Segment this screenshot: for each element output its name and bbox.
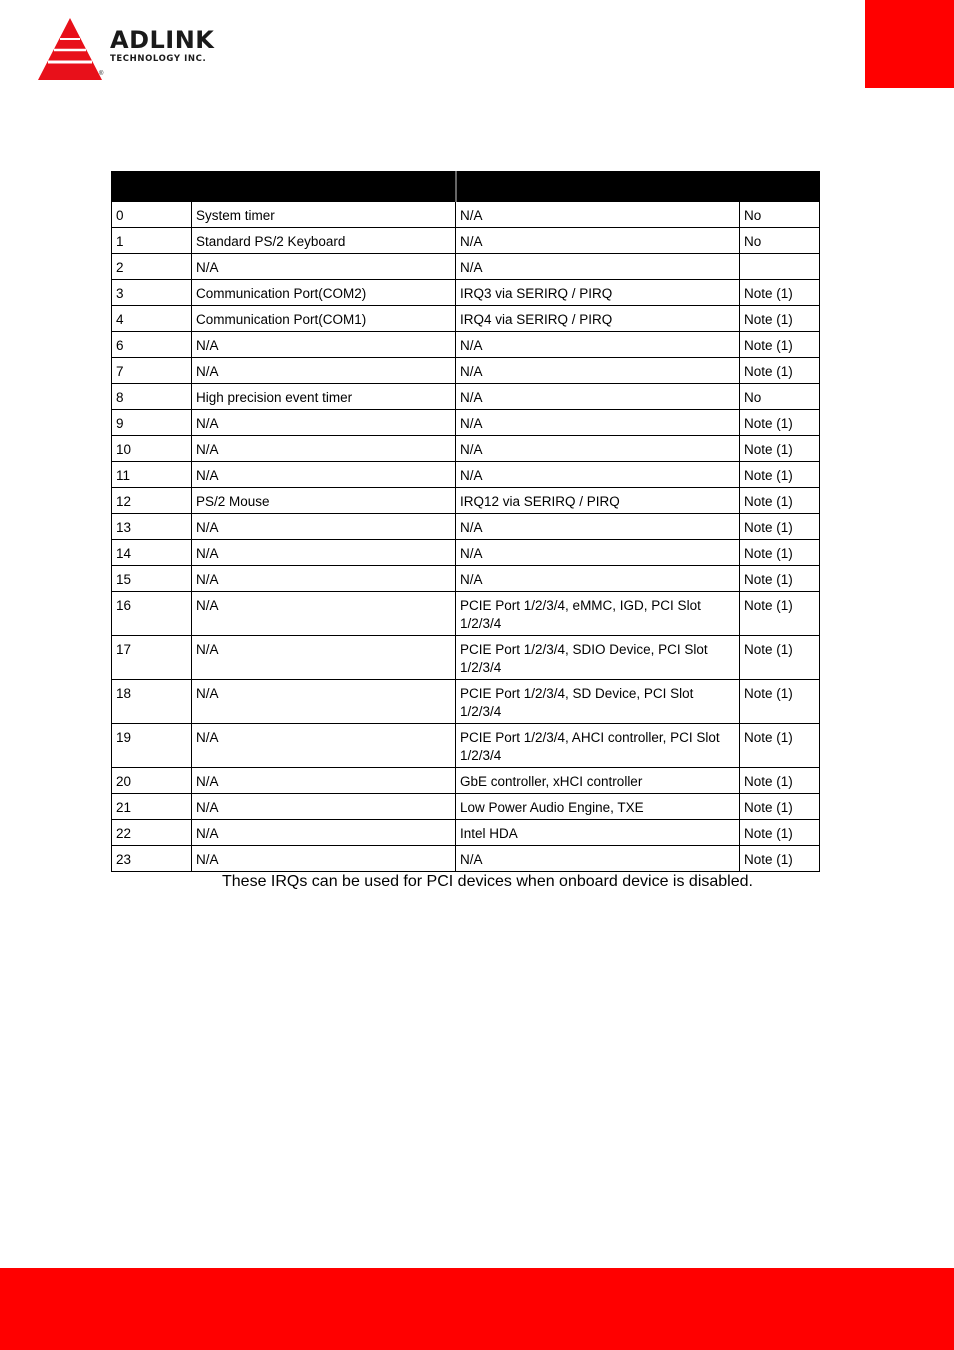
available-cell: Note (1) bbox=[740, 306, 820, 332]
devices-cell: N/A bbox=[456, 228, 740, 254]
devices-cell: N/A bbox=[456, 384, 740, 410]
header-cell-irq bbox=[112, 172, 192, 202]
irq-cell: 3 bbox=[112, 280, 192, 306]
irq-cell: 19 bbox=[112, 724, 192, 768]
irq-table bbox=[111, 171, 820, 872]
available-cell: Note (1) bbox=[740, 280, 820, 306]
table-row bbox=[112, 332, 820, 358]
assignment-cell: N/A bbox=[192, 768, 456, 794]
assignment-cell: N/A bbox=[192, 636, 456, 680]
assignment-cell: High precision event timer bbox=[192, 384, 456, 410]
irq-cell: 1 bbox=[112, 228, 192, 254]
assignment-cell: N/A bbox=[192, 566, 456, 592]
devices-cell: PCIE Port 1/2/3/4, SD Device, PCI Slot 1/2/3/4 bbox=[456, 680, 740, 724]
registered-mark: ® bbox=[99, 71, 104, 77]
table-row bbox=[112, 410, 820, 436]
irq-cell: 0 bbox=[112, 202, 192, 228]
irq-cell: 7 bbox=[112, 358, 192, 384]
devices-cell: IRQ12 via SERIRQ / PIRQ bbox=[456, 488, 740, 514]
adlink-triangle-icon bbox=[38, 16, 104, 82]
available-cell: Note (1) bbox=[740, 566, 820, 592]
available-cell: Note (1) bbox=[740, 514, 820, 540]
assignment-cell: Communication Port(COM2) bbox=[192, 280, 456, 306]
available-cell: Note (1) bbox=[740, 488, 820, 514]
irq-cell: 23 bbox=[112, 846, 192, 872]
table-row bbox=[112, 436, 820, 462]
table-row bbox=[112, 488, 820, 514]
assignment-cell: N/A bbox=[192, 462, 456, 488]
devices-cell: IRQ4 via SERIRQ / PIRQ bbox=[456, 306, 740, 332]
assignment-cell: N/A bbox=[192, 680, 456, 724]
irq-cell: 18 bbox=[112, 680, 192, 724]
assignment-cell: N/A bbox=[192, 820, 456, 846]
available-cell: No bbox=[740, 228, 820, 254]
available-cell: Note (1) bbox=[740, 724, 820, 768]
assignment-cell: N/A bbox=[192, 846, 456, 872]
table-row bbox=[112, 462, 820, 488]
irq-cell: 9 bbox=[112, 410, 192, 436]
footer-bar bbox=[0, 1268, 954, 1350]
table-row bbox=[112, 724, 820, 768]
assignment-cell: System timer bbox=[192, 202, 456, 228]
devices-cell: Intel HDA bbox=[456, 820, 740, 846]
irq-cell: 14 bbox=[112, 540, 192, 566]
assignment-cell: Standard PS/2 Keyboard bbox=[192, 228, 456, 254]
devices-cell: PCIE Port 1/2/3/4, eMMC, IGD, PCI Slot 1/2/3/4 bbox=[456, 592, 740, 636]
table-row bbox=[112, 280, 820, 306]
available-cell: Note (1) bbox=[740, 410, 820, 436]
devices-cell: N/A bbox=[456, 436, 740, 462]
table-row bbox=[112, 202, 820, 228]
irq-cell: 4 bbox=[112, 306, 192, 332]
irq-cell: 2 bbox=[112, 254, 192, 280]
table-row bbox=[112, 566, 820, 592]
assignment-cell: N/A bbox=[192, 410, 456, 436]
devices-cell: N/A bbox=[456, 254, 740, 280]
table-row bbox=[112, 228, 820, 254]
table-row bbox=[112, 254, 820, 280]
irq-cell: 15 bbox=[112, 566, 192, 592]
available-cell: Note (1) bbox=[740, 680, 820, 724]
table-row bbox=[112, 592, 820, 636]
table-row bbox=[112, 636, 820, 680]
available-cell: No bbox=[740, 202, 820, 228]
irq-cell: 22 bbox=[112, 820, 192, 846]
table-row bbox=[112, 384, 820, 410]
devices-cell: PCIE Port 1/2/3/4, AHCI controller, PCI Slot 1/2/3/4 bbox=[456, 724, 740, 768]
available-cell: Note (1) bbox=[740, 846, 820, 872]
devices-cell: GbE controller, xHCI controller bbox=[456, 768, 740, 794]
table-row bbox=[112, 358, 820, 384]
table-note: These IRQs can be used for PCI devices when onboard device is disabled. bbox=[222, 873, 753, 890]
devices-cell: N/A bbox=[456, 462, 740, 488]
header-cell-devices bbox=[456, 172, 740, 202]
irq-cell: 10 bbox=[112, 436, 192, 462]
devices-cell: IRQ3 via SERIRQ / PIRQ bbox=[456, 280, 740, 306]
assignment-cell: N/A bbox=[192, 254, 456, 280]
devices-cell: N/A bbox=[456, 846, 740, 872]
table-row bbox=[112, 540, 820, 566]
table-body bbox=[112, 202, 820, 872]
irq-cell: 21 bbox=[112, 794, 192, 820]
devices-cell: N/A bbox=[456, 202, 740, 228]
available-cell: Note (1) bbox=[740, 462, 820, 488]
available-cell: No bbox=[740, 384, 820, 410]
assignment-cell: N/A bbox=[192, 592, 456, 636]
table-row bbox=[112, 794, 820, 820]
corner-tab bbox=[865, 0, 954, 88]
brand-name: ADLINK bbox=[110, 26, 215, 54]
irq-cell: 17 bbox=[112, 636, 192, 680]
devices-cell: N/A bbox=[456, 410, 740, 436]
header-cell-available bbox=[740, 172, 820, 202]
available-cell: Note (1) bbox=[740, 436, 820, 462]
assignment-cell: N/A bbox=[192, 514, 456, 540]
table-row bbox=[112, 768, 820, 794]
adlink-logo bbox=[38, 16, 253, 86]
available-cell: Note (1) bbox=[740, 332, 820, 358]
table-row bbox=[112, 820, 820, 846]
irq-cell: 6 bbox=[112, 332, 192, 358]
available-cell bbox=[740, 254, 820, 280]
irq-cell: 13 bbox=[112, 514, 192, 540]
devices-cell: N/A bbox=[456, 566, 740, 592]
brand-tagline: TECHNOLOGY INC. bbox=[110, 54, 207, 64]
table-row bbox=[112, 680, 820, 724]
assignment-cell: Communication Port(COM1) bbox=[192, 306, 456, 332]
assignment-cell: N/A bbox=[192, 332, 456, 358]
devices-cell: N/A bbox=[456, 514, 740, 540]
assignment-cell: N/A bbox=[192, 540, 456, 566]
available-cell: Note (1) bbox=[740, 794, 820, 820]
irq-cell: 20 bbox=[112, 768, 192, 794]
table-header bbox=[112, 172, 820, 202]
table-row bbox=[112, 514, 820, 540]
assignment-cell: N/A bbox=[192, 358, 456, 384]
irq-cell: 16 bbox=[112, 592, 192, 636]
devices-cell: N/A bbox=[456, 540, 740, 566]
available-cell: Note (1) bbox=[740, 636, 820, 680]
irq-cell: 12 bbox=[112, 488, 192, 514]
devices-cell: N/A bbox=[456, 358, 740, 384]
available-cell: Note (1) bbox=[740, 540, 820, 566]
table-row bbox=[112, 846, 820, 872]
available-cell: Note (1) bbox=[740, 592, 820, 636]
assignment-cell: N/A bbox=[192, 794, 456, 820]
irq-cell: 11 bbox=[112, 462, 192, 488]
devices-cell: N/A bbox=[456, 332, 740, 358]
assignment-cell: N/A bbox=[192, 436, 456, 462]
available-cell: Note (1) bbox=[740, 358, 820, 384]
available-cell: Note (1) bbox=[740, 820, 820, 846]
available-cell: Note (1) bbox=[740, 768, 820, 794]
devices-cell: PCIE Port 1/2/3/4, SDIO Device, PCI Slot 1/2/3/4 bbox=[456, 636, 740, 680]
header-cell-assignment bbox=[192, 172, 456, 202]
irq-cell: 8 bbox=[112, 384, 192, 410]
devices-cell: Low Power Audio Engine, TXE bbox=[456, 794, 740, 820]
assignment-cell: N/A bbox=[192, 724, 456, 768]
assignment-cell: PS/2 Mouse bbox=[192, 488, 456, 514]
table-row bbox=[112, 306, 820, 332]
